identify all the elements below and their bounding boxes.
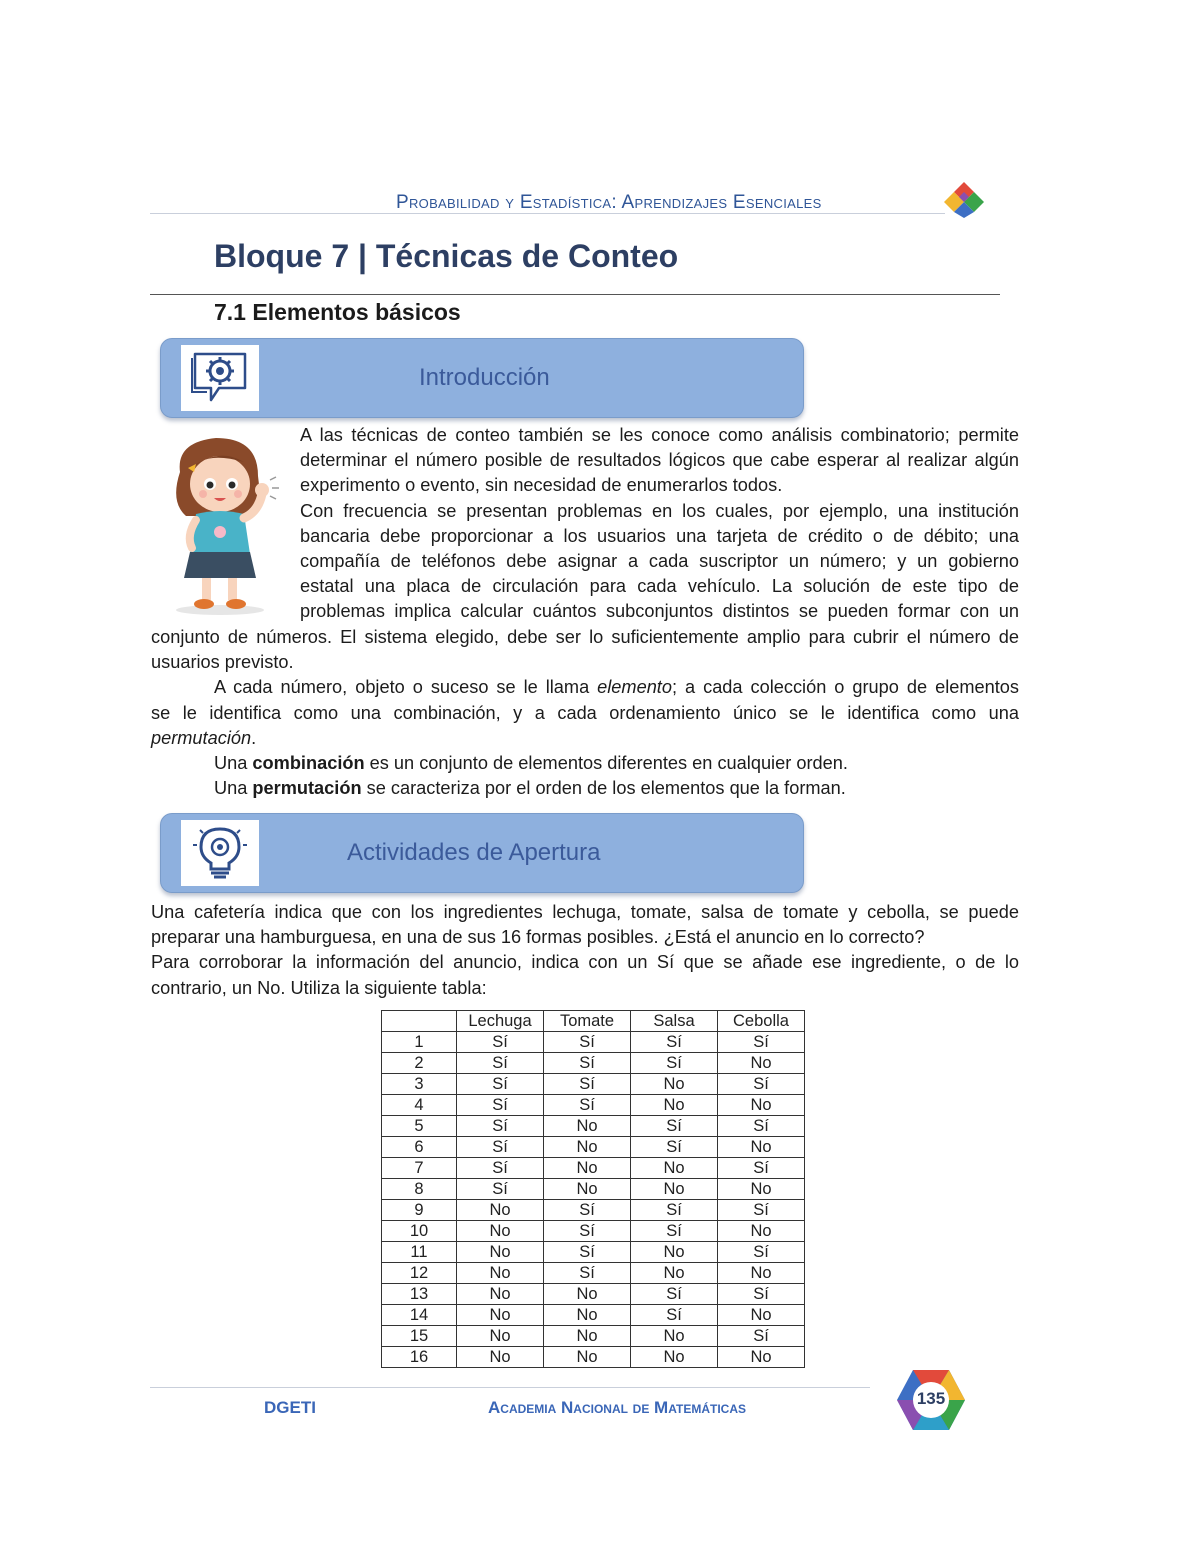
table-row bbox=[382, 1158, 805, 1179]
intro-paragraph bbox=[300, 423, 1019, 625]
academy-logo-icon bbox=[942, 180, 986, 220]
combination-definition bbox=[151, 751, 1019, 776]
activity-paragraph bbox=[151, 900, 1019, 1001]
activity-line: Una cafetería indica que con los ingredientes lechuga, tomate, salsa de tomate y cebolla, se puede bbox=[151, 902, 1019, 922]
table-cell: No bbox=[718, 1137, 805, 1158]
table-cell: Sí bbox=[457, 1116, 544, 1137]
table-row bbox=[382, 1242, 805, 1263]
table-row bbox=[382, 1095, 805, 1116]
elemento-term: elemento bbox=[597, 677, 672, 698]
intro-banner-label: Introducción bbox=[419, 364, 550, 391]
table-cell: No bbox=[457, 1263, 544, 1284]
intro-line: A las técnicas de conteo también se les conoce como análisis combinatorio; permite bbox=[300, 425, 1019, 445]
table-row bbox=[382, 1326, 805, 1347]
table-cell: Sí bbox=[457, 1179, 544, 1200]
page-number-badge bbox=[895, 1368, 967, 1432]
intro-line: problemas implica calcular cuántos subconjuntos distintos se pueden formar con un bbox=[300, 601, 1019, 622]
table-cell: Sí bbox=[718, 1326, 805, 1347]
combinacion-term: combinación bbox=[252, 753, 365, 774]
table-cell: Sí bbox=[457, 1032, 544, 1053]
table-cell: Sí bbox=[544, 1074, 631, 1095]
intro-line: estatal una placa de circulación para cada vehículo. La solución de este tipo de bbox=[300, 576, 1019, 597]
table-cell: Sí bbox=[544, 1200, 631, 1221]
row-number-cell: 7 bbox=[382, 1158, 457, 1179]
intro-line: conjunto de números. El sistema elegido, debe ser lo suficientemente amplio para cubrir el número de bbox=[151, 627, 1019, 647]
table-cell: No bbox=[718, 1305, 805, 1326]
table-cell: No bbox=[718, 1179, 805, 1200]
row-number-cell: 16 bbox=[382, 1347, 457, 1368]
text-span: es un conjunto de elementos diferentes en cualquier orden. bbox=[364, 753, 848, 774]
elements-line: se le identifica como una combinación, y a cada ordenamiento único se le identifica como una bbox=[151, 702, 1019, 723]
table-cell: No bbox=[457, 1326, 544, 1347]
table-header-cell bbox=[382, 1011, 457, 1032]
activities-icon-box bbox=[181, 820, 259, 886]
table-cell: Sí bbox=[718, 1074, 805, 1095]
page-number: 135 bbox=[916, 1389, 946, 1408]
table-header-cell: Cebolla bbox=[718, 1011, 805, 1032]
table-cell: No bbox=[631, 1158, 718, 1179]
table-cell: No bbox=[631, 1095, 718, 1116]
row-number-cell: 13 bbox=[382, 1284, 457, 1305]
footer-divider bbox=[150, 1387, 870, 1388]
table-cell: Sí bbox=[631, 1305, 718, 1326]
row-number-cell: 5 bbox=[382, 1116, 457, 1137]
row-number-cell: 12 bbox=[382, 1263, 457, 1284]
table-cell: Sí bbox=[457, 1053, 544, 1074]
table-cell: No bbox=[631, 1242, 718, 1263]
table-row bbox=[382, 1137, 805, 1158]
table-header-cell: Tomate bbox=[544, 1011, 631, 1032]
permutation-definition bbox=[151, 776, 1019, 801]
table-cell: Sí bbox=[718, 1032, 805, 1053]
table-cell: Sí bbox=[544, 1263, 631, 1284]
elements-line bbox=[151, 726, 1019, 751]
row-number-cell: 15 bbox=[382, 1326, 457, 1347]
activities-banner-label: Actividades de Apertura bbox=[347, 839, 601, 866]
table-cell: Sí bbox=[457, 1074, 544, 1095]
table-row bbox=[382, 1032, 805, 1053]
table-cell: No bbox=[544, 1179, 631, 1200]
intro-icon-box bbox=[181, 345, 259, 411]
table-cell: No bbox=[457, 1242, 544, 1263]
table-row bbox=[382, 1053, 805, 1074]
footer-right: Academia Nacional de Matemáticas bbox=[488, 1398, 746, 1417]
ingredients-table bbox=[381, 1010, 805, 1368]
table-cell: No bbox=[457, 1305, 544, 1326]
table-row bbox=[382, 1074, 805, 1095]
table-cell: No bbox=[457, 1284, 544, 1305]
intro-banner bbox=[160, 338, 804, 418]
text-span: A cada número, objeto o suceso se le llama bbox=[214, 677, 598, 698]
table-cell: Sí bbox=[544, 1242, 631, 1263]
row-number-cell: 10 bbox=[382, 1221, 457, 1242]
table-cell: No bbox=[631, 1326, 718, 1347]
table-cell: No bbox=[631, 1347, 718, 1368]
footer-left: DGETI bbox=[264, 1398, 316, 1417]
girl-illustration-icon bbox=[158, 432, 290, 616]
table-cell: No bbox=[457, 1200, 544, 1221]
table-header-cell: Lechuga bbox=[457, 1011, 544, 1032]
table-cell: Sí bbox=[631, 1053, 718, 1074]
intro-line: usuarios previsto. bbox=[151, 652, 294, 673]
row-number-cell: 11 bbox=[382, 1242, 457, 1263]
table-header-cell: Salsa bbox=[631, 1011, 718, 1032]
table-cell: Sí bbox=[718, 1200, 805, 1221]
intro-line: compañía de teléfonos debe asignar a cada suscriptor un número; y un gobierno bbox=[300, 551, 1019, 572]
row-number-cell: 8 bbox=[382, 1179, 457, 1200]
table-cell: No bbox=[544, 1158, 631, 1179]
table-cell: Sí bbox=[631, 1137, 718, 1158]
table-cell: No bbox=[631, 1179, 718, 1200]
lightbulb-icon bbox=[191, 825, 249, 881]
table-cell: Sí bbox=[457, 1095, 544, 1116]
table-cell: Sí bbox=[631, 1221, 718, 1242]
table-cell: No bbox=[718, 1347, 805, 1368]
table-cell: No bbox=[631, 1074, 718, 1095]
section-title: 7.1 Elementos básicos bbox=[214, 299, 461, 325]
intro-line: bancaria debe proporcionar a los usuarios una tarjeta de crédito o de débito; una bbox=[300, 525, 1019, 546]
text-span: ; a cada colección o grupo de elementos bbox=[671, 677, 1019, 698]
table-cell: No bbox=[718, 1221, 805, 1242]
row-number-cell: 4 bbox=[382, 1095, 457, 1116]
table-cell: Sí bbox=[631, 1284, 718, 1305]
row-number-cell: 6 bbox=[382, 1137, 457, 1158]
table-row bbox=[382, 1263, 805, 1284]
table-cell: No bbox=[544, 1305, 631, 1326]
table-row bbox=[382, 1200, 805, 1221]
permutacion-bold-term: permutación bbox=[252, 778, 362, 799]
table-cell: Sí bbox=[544, 1221, 631, 1242]
table-cell: Sí bbox=[544, 1053, 631, 1074]
table-cell: No bbox=[544, 1116, 631, 1137]
activity-line: contrario, un No. Utiliza la siguiente tabla: bbox=[151, 977, 487, 998]
table-cell: Sí bbox=[457, 1137, 544, 1158]
intro-line: determinar el número posible de resultados lógicos que cabe esperar al realizar algún bbox=[300, 450, 1019, 471]
table-cell: No bbox=[631, 1263, 718, 1284]
row-number-cell: 1 bbox=[382, 1032, 457, 1053]
table-row bbox=[382, 1116, 805, 1137]
table-cell: Sí bbox=[718, 1284, 805, 1305]
table-cell: Sí bbox=[718, 1116, 805, 1137]
intro-paragraph-cont bbox=[151, 625, 1019, 801]
activity-line: preparar una hamburguesa, en una de sus 16 formas posibles. ¿Está el anuncio en lo correcto? bbox=[151, 927, 925, 948]
gear-chat-icon bbox=[189, 348, 251, 408]
row-number-cell: 14 bbox=[382, 1305, 457, 1326]
table-row bbox=[382, 1305, 805, 1326]
table-cell: No bbox=[544, 1326, 631, 1347]
row-number-cell: 3 bbox=[382, 1074, 457, 1095]
table-cell: No bbox=[457, 1221, 544, 1242]
header-divider bbox=[150, 213, 945, 214]
table-cell: Sí bbox=[631, 1116, 718, 1137]
table-cell: No bbox=[718, 1263, 805, 1284]
table-row bbox=[382, 1221, 805, 1242]
row-number-cell: 2 bbox=[382, 1053, 457, 1074]
text-span: Una bbox=[214, 778, 253, 799]
elements-line bbox=[151, 675, 1019, 700]
table-cell: Sí bbox=[631, 1032, 718, 1053]
table-cell: Sí bbox=[544, 1032, 631, 1053]
table-cell: No bbox=[718, 1095, 805, 1116]
intro-line: Con frecuencia se presentan problemas en los cuales, por ejemplo, una institución bbox=[300, 500, 1019, 521]
block-title: Bloque 7 | Técnicas de Conteo bbox=[214, 238, 679, 274]
row-number-cell: 9 bbox=[382, 1200, 457, 1221]
text-span: se caracteriza por el orden de los elementos que la forman. bbox=[361, 778, 846, 799]
table-cell: Sí bbox=[457, 1158, 544, 1179]
table-cell: Sí bbox=[718, 1158, 805, 1179]
table-cell: No bbox=[544, 1347, 631, 1368]
title-rule bbox=[150, 294, 1000, 295]
table-cell: Sí bbox=[631, 1200, 718, 1221]
table-cell: No bbox=[544, 1284, 631, 1305]
table-row bbox=[382, 1284, 805, 1305]
table-cell: No bbox=[457, 1347, 544, 1368]
table-row bbox=[382, 1347, 805, 1368]
activities-banner bbox=[160, 813, 804, 893]
table-cell: Sí bbox=[718, 1242, 805, 1263]
running-header: Probabilidad y Estadística: Aprendizajes Esenciales bbox=[396, 192, 822, 213]
table-cell: No bbox=[718, 1053, 805, 1074]
table-header-row bbox=[382, 1011, 805, 1032]
intro-line: experimento o evento, sin necesidad de enumerarlos todos. bbox=[300, 475, 783, 496]
text-span: Una bbox=[214, 753, 253, 774]
text-span: . bbox=[251, 727, 257, 748]
table-row bbox=[382, 1179, 805, 1200]
table-cell: No bbox=[544, 1137, 631, 1158]
table-cell: Sí bbox=[544, 1095, 631, 1116]
permutacion-term: permutación bbox=[151, 727, 252, 748]
activity-line: Para corroborar la información del anuncio, indica con un Sí que se añade ese ingrediente, o de lo bbox=[151, 952, 1019, 973]
